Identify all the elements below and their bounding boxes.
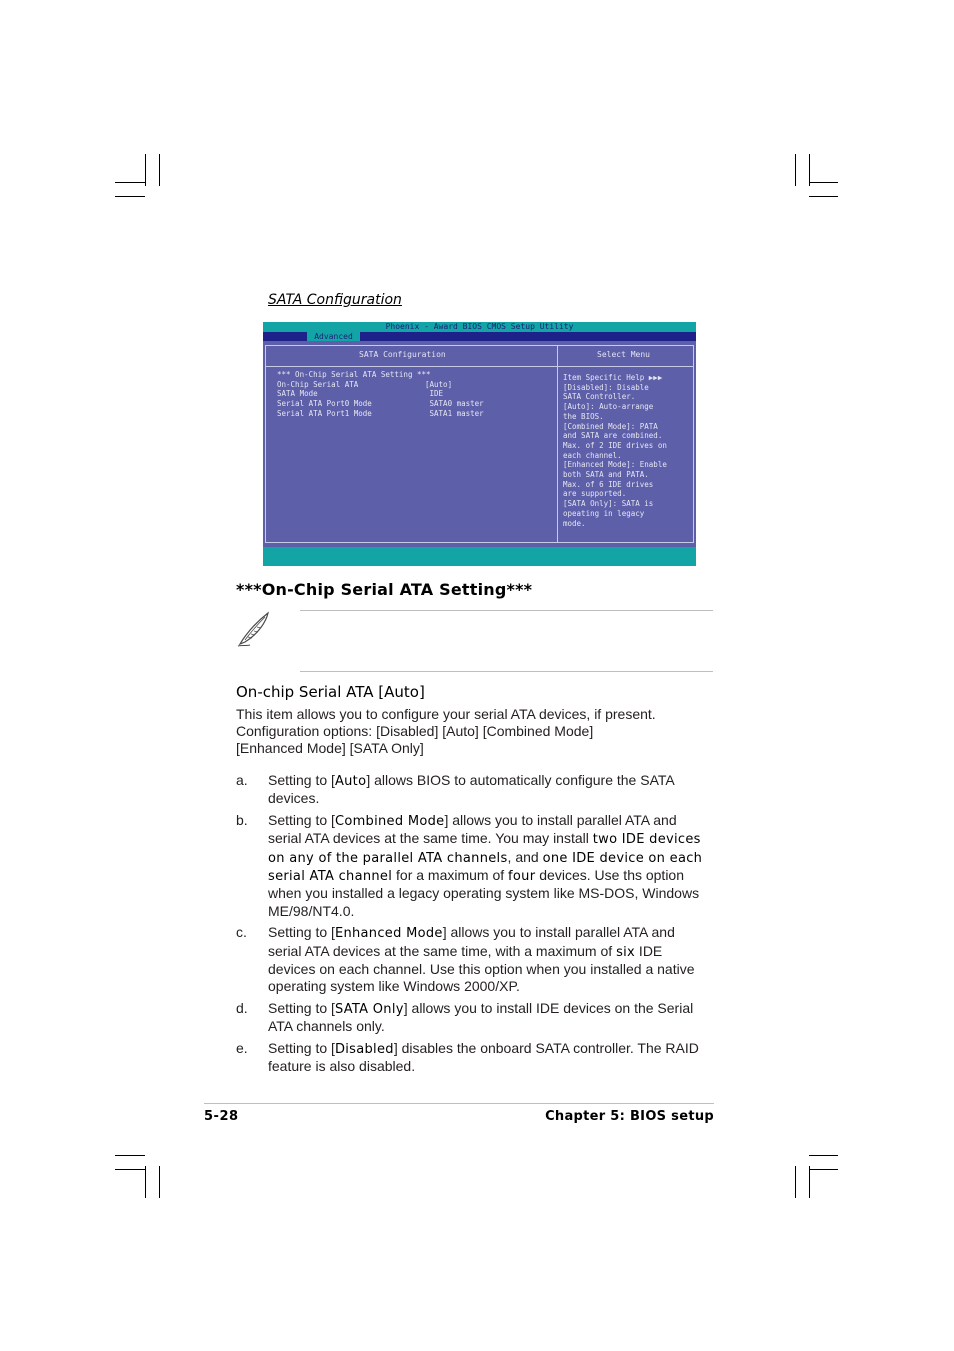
bios-status-col (333, 547, 400, 566)
crop-mark (809, 1166, 810, 1198)
note-rule-bottom (300, 671, 713, 672)
text-run: Setting to [ (268, 924, 335, 941)
emphasis-text: one IDE device on each serial ATA channel (268, 850, 703, 884)
intro-line: [Enhanced Mode] [SATA Only] (236, 740, 424, 756)
bios-help-line: Max. of 2 IDE drives on (563, 440, 667, 450)
bios-setting-row[interactable] (277, 409, 555, 419)
crop-mark (145, 1166, 146, 1198)
bios-divider (557, 345, 558, 542)
list-content (268, 924, 708, 995)
bios-setting-row (277, 370, 555, 380)
text-run: Setting to [ (268, 772, 335, 788)
bios-status-col (273, 547, 312, 566)
crop-mark (145, 154, 146, 186)
intro-paragraph (236, 706, 716, 757)
bios-help-line: [Combined Mode]: PATA (563, 421, 658, 431)
bios-settings-list (277, 370, 555, 419)
bios-setting-value[interactable]: SATA1 master (425, 408, 484, 418)
emphasis-text: four (508, 868, 536, 884)
bios-help-line: and SATA are combined. (563, 431, 663, 441)
text-run: devices. Use ths option when you installed a legacy operating system like MS-DOS, Windows ME/98/NT4.0. (268, 866, 700, 919)
bios-help-line: both SATA and PATA. (563, 470, 649, 480)
crop-mark (159, 1166, 160, 1198)
bios-setting-name: SATA Mode (277, 389, 318, 399)
bios-help-panel (563, 373, 691, 528)
bios-divider (266, 366, 693, 367)
list-letter: e. (236, 1040, 248, 1057)
list-letter: b. (236, 812, 248, 829)
text-run: , and (507, 848, 543, 865)
list-letter: a. (236, 772, 248, 788)
crop-mark (115, 182, 145, 183)
crop-mark (115, 1155, 145, 1156)
pen-note-icon (236, 610, 272, 648)
bios-help-line: [Auto]: Auto-arrange (563, 402, 654, 412)
bios-menu-tab-advanced[interactable]: Advanced (307, 332, 360, 341)
intro-line: This item allows you to configure your serial ATA devices, if present. (236, 706, 656, 722)
list-content (268, 1040, 708, 1076)
setting-heading: ***On-Chip Serial ATA Setting*** (236, 580, 533, 599)
bios-help-line: mode. (563, 518, 586, 528)
bios-screenshot (263, 322, 696, 566)
bios-right-header: Select Menu (597, 350, 650, 359)
bios-help-line: Item Specific Help ▶▶▶ (563, 373, 663, 382)
text-run: Setting to [ (268, 1000, 335, 1017)
bios-setting-name: *** On-Chip Serial ATA Setting *** (277, 370, 431, 379)
list-item (236, 812, 716, 920)
crop-mark (159, 154, 160, 186)
crop-mark (115, 1169, 145, 1170)
option-name: Auto (334, 774, 367, 789)
bios-setting-value[interactable]: [Auto] (425, 379, 453, 389)
list-letter: c. (236, 924, 247, 941)
crop-mark (115, 196, 145, 197)
bios-setting-name: Serial ATA Port1 Mode (277, 408, 372, 418)
list-item (236, 772, 716, 808)
bios-help-line: SATA Controller. (563, 392, 636, 402)
text-run: ] disables the onboard SATA controller. The RAID feature is also disabled. (268, 1040, 699, 1075)
text-run: ] allows BIOS to automatically configure the SATA devices. (268, 772, 674, 807)
bios-help-line: [SATA Only]: SATA is (563, 499, 654, 509)
emphasis-text: two IDE devices on any of the parallel ATA channels (268, 832, 701, 866)
bios-left-header: SATA Configuration (359, 350, 446, 359)
bios-menu-bar (263, 332, 696, 341)
bios-setting-row[interactable] (277, 380, 555, 390)
bios-status-col (430, 547, 531, 566)
crop-mark (795, 154, 796, 186)
page-number: 5-28 (204, 1109, 239, 1124)
bios-setting-name: On-Chip Serial ATA (277, 379, 359, 389)
section-title: SATA Configuration (268, 292, 402, 308)
bios-status-bar (263, 547, 696, 566)
list-item (236, 924, 716, 995)
intro-line: Configuration options: [Disabled] [Auto] [Combined Mode] (236, 723, 594, 739)
list-content (268, 772, 708, 808)
list-item (236, 1000, 716, 1036)
text-run: ] allows you to install parallel ATA and serial ATA devices at the same time. You may install (268, 812, 677, 847)
text-run: ] allows you to install parallel ATA and serial ATA devices at the same time, with a maximum of (268, 924, 675, 959)
bios-help-line: Max. of 6 IDE drives (563, 479, 654, 489)
crop-mark (809, 196, 838, 197)
text-run: ] allows you to install IDE devices on the Serial ATA channels only. (268, 1000, 694, 1035)
option-name: Enhanced Mode (334, 926, 443, 942)
list-item (236, 1040, 716, 1076)
text-run: Setting to [ (268, 1040, 335, 1057)
crop-mark (809, 1169, 838, 1170)
footer-rule (204, 1103, 714, 1104)
bios-help-line: [Disabled]: Disable (563, 382, 649, 392)
bios-help-line: are supported. (563, 489, 627, 499)
text-run: Setting to [ (268, 812, 335, 829)
bios-help-line: the BIOS. (563, 411, 604, 421)
option-name: SATA Only (334, 1002, 404, 1018)
option-name: Combined Mode (334, 814, 445, 830)
item-title: On-chip Serial ATA [Auto] (236, 683, 425, 701)
bios-title-bar: Phoenix - Award BIOS CMOS Setup Utility (263, 322, 696, 332)
bios-help-line: [Enhanced Mode]: Enable (563, 460, 667, 470)
bios-setting-value[interactable]: IDE (425, 389, 444, 399)
bios-help-line: each channel. (563, 450, 622, 460)
option-name: Disabled (334, 1042, 394, 1058)
list-letter: d. (236, 1000, 248, 1017)
list-content (268, 812, 708, 920)
bios-setting-row[interactable] (277, 399, 555, 409)
crop-mark (795, 1166, 796, 1198)
note-rule-top (300, 610, 713, 611)
chapter-title: Chapter 5: BIOS setup (545, 1109, 714, 1124)
bios-setting-row[interactable] (277, 389, 555, 399)
bios-setting-value[interactable]: SATA0 master (425, 399, 484, 409)
crop-mark (809, 1155, 838, 1156)
text-run: for a maximum of (392, 866, 509, 883)
emphasis-text: six (616, 944, 636, 960)
bios-help-line: opeating in legacy (563, 508, 645, 518)
crop-mark (809, 182, 838, 183)
text-run: IDE devices on each channel. Use this option when you installed a native operating system like Windows 2000/XP. (268, 942, 695, 995)
bios-status-col (587, 547, 669, 566)
list-content (268, 1000, 708, 1036)
bios-setting-name: Serial ATA Port0 Mode (277, 399, 372, 409)
options-list (236, 772, 716, 1080)
